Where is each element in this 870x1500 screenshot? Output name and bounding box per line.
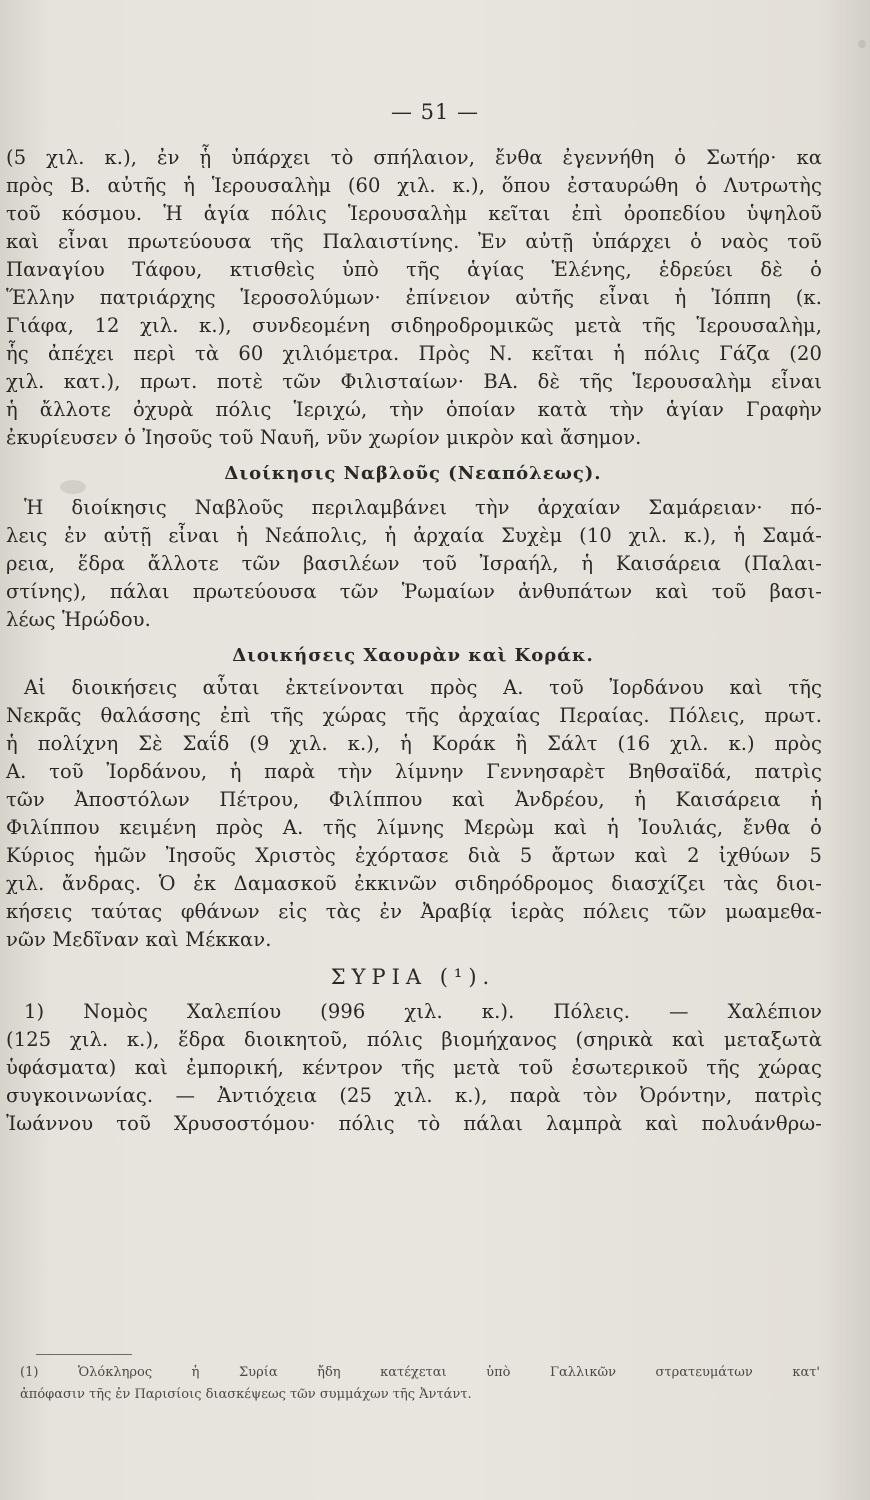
page-number: — 51 —	[390, 100, 480, 124]
heading-nablus: Διοίκησις Ναβλοῦς (Νεαπόλεως).	[224, 463, 602, 484]
text-line: κήσεις ταύτας φθάνων εἰς τὰς ἐν Ἀραβίᾳ ἱερὰς πόλεις τῶν μωαμεθα-	[6, 900, 822, 923]
text-line: Ἕλλην πατριάρχης Ἱεροσολύμων· ἐπίνειον αὐτῆς εἶναι ἡ Ἰόππη (κ.	[6, 286, 822, 309]
text-line: ρεια, ἕδρα ἄλλοτε τῶν βασιλέων τοῦ Ἰσραήλ, ἡ Καισάρεια (Παλαι-	[6, 552, 822, 575]
footnote-line: ἀπόφασιν τῆς ἐν Παρισίοις διασκέψεως τῶν συμμάχων τῆς Ἀντάντ.	[20, 1387, 472, 1402]
text-line: χιλ. ἄνδρας. Ὁ ἐκ Δαμασκοῦ ἐκκινῶν σιδηρόδρομος διασχίζει τὰς διοι-	[6, 872, 822, 895]
ink-smudge	[858, 40, 866, 48]
paragraph-jerusalem	[4, 144, 822, 452]
text-line: Ἡ διοίκησις Ναβλοῦς περιλαμβάνει τὴν ἀρχαίαν Σαμάρειαν· πό-	[24, 496, 822, 519]
text-line: Παναγίου Τάφου, κτισθεὶς ὑπὸ τῆς ἁγίας Ἑλένης, ἑδρεύει δὲ ὁ	[6, 258, 822, 281]
text-line: στίνης), πάλαι πρωτεύουσα τῶν Ῥωμαίων ἀνθυπάτων καὶ τοῦ βασι-	[6, 580, 822, 603]
text-line: πρὸς Β. αὐτῆς ἡ Ἱερουσαλὴμ (60 χιλ. κ.), ὅπου ἐσταυρώθη ὁ Λυτρωτὴς	[6, 174, 822, 197]
text-line: 1) Νομὸς Χαλεπίου (996 χιλ. κ.). Πόλεις. — Χαλέπιον	[24, 1000, 822, 1023]
paragraph-hauran	[4, 674, 822, 954]
text-line: Φιλίππου κειμένη πρὸς Α. τῆς λίμνης Μερὼμ καὶ ἡ Ἰουλιάς, ἔνθα ὁ	[6, 816, 822, 839]
text-line: τῶν Ἀποστόλων Πέτρου, Φιλίππου καὶ Ἀνδρέου, ἡ Καισάρεια ἡ	[6, 788, 822, 811]
text-line: τοῦ κόσμου. Ἡ ἁγία πόλις Ἱερουσαλὴμ κεῖται ἐπὶ ὀροπεδίου ὑψηλοῦ	[6, 202, 822, 225]
text-line: λέως Ἡρώδου.	[6, 608, 151, 631]
text-line: (5 χιλ. κ.), ἐν ᾗ ὑπάρχει τὸ σπήλαιον, ἔνθα ἐγεννήθη ὁ Σωτήρ· κα	[6, 146, 822, 169]
footnote-line: (1) Ὁλόκληρος ἡ Συρία ἤδη κατέχεται ὑπὸ Γαλλικῶν στρατευμάτων κατ'	[20, 1365, 820, 1380]
text-line: Ἰωάννου τοῦ Χρυσοστόμου· πόλις τὸ πάλαι λαμπρὰ καὶ πολυάνθρω-	[6, 1112, 822, 1135]
text-line: ἐκυρίευσεν ὁ Ἰησοῦς τοῦ Ναυῆ, νῦν χωρίον μικρὸν καὶ ἄσημον.	[6, 426, 642, 449]
text-line: ἧς ἀπέχει περὶ τὰ 60 χιλιόμετρα. Πρὸς Ν. κεῖται ἡ πόλις Γάζα (20	[6, 342, 822, 365]
page-body	[0, 144, 822, 1138]
heading-hauran: Διοικήσεις Χαουρὰν καὶ Κοράκ.	[232, 645, 594, 666]
text-line: χιλ. κατ.), πρωτ. ποτὲ τῶν Φιλισταίων· ΒΑ. δὲ τῆς Ἱερουσαλὴμ εἶναι	[6, 370, 822, 393]
text-line: Α. τοῦ Ἰορδάνου, ἡ παρὰ τὴν λίμνην Γεννησαρὲτ Βηθσαϊδά, πατρὶς	[6, 760, 822, 783]
paragraph-syria	[4, 998, 822, 1138]
text-line: ὑφάσματα) καὶ ἐμπορική, κέντρον τῆς μετὰ τοῦ ἐσωτερικοῦ τῆς χώρας	[6, 1056, 822, 1079]
text-line: ἡ ἄλλοτε ὀχυρὰ πόλις Ἱεριχώ, τὴν ὁποίαν κατὰ τὴν ἁγίαν Γραφὴν	[6, 398, 822, 421]
text-line: ἡ πολίχνη Σὲ Σαΐδ (9 χιλ. κ.), ἡ Κοράκ ἢ Σάλτ (16 χιλ. κ.) πρὸς	[6, 732, 822, 755]
text-line: λεις ἐν αὐτῇ εἶναι ἡ Νεάπολις, ἡ ἀρχαία Συχὲμ (10 χιλ. κ.), ἡ Σαμά-	[6, 524, 822, 547]
text-line: καὶ εἶναι πρωτεύουσα τῆς Παλαιστίνης. Ἐν αὐτῇ ὑπάρχει ὁ ναὸς τοῦ	[6, 230, 822, 253]
text-line: Αἱ διοικήσεις αὗται ἐκτείνονται πρὸς Α. τοῦ Ἰορδάνου καὶ τῆς	[24, 676, 822, 699]
text-line: νῶν Μεδῖναν καὶ Μέκκαν.	[6, 928, 272, 951]
text-line: συγκοινωνίας. — Ἀντιόχεια (25 χιλ. κ.), παρὰ τὸν Ὀρόντην, πατρὶς	[6, 1084, 822, 1107]
text-line: Νεκρᾶς θαλάσσης ἐπὶ τῆς χώρας τῆς ἀρχαίας Περαίας. Πόλεις, πρωτ.	[6, 704, 822, 727]
ink-smudge	[60, 480, 86, 494]
paragraph-nablus	[4, 494, 822, 634]
footnote-divider	[36, 1354, 132, 1355]
text-line: Κύριος ἡμῶν Ἰησοῦς Χριστὸς ἐχόρτασε διὰ 5 ἄρτων καὶ 2 ἰχθύων 5	[6, 844, 822, 867]
footnote	[20, 1362, 820, 1406]
text-line: Γιάφα, 12 χιλ. κ.), συνδεομένη σιδηροδρομικῶς μετὰ τῆς Ἱερουσαλὴμ,	[6, 314, 822, 337]
text-line: (125 χιλ. κ.), ἕδρα διοικητοῦ, πόλις βιομήχανος (σηρικὰ καὶ μεταξωτὰ	[6, 1028, 822, 1051]
section-title-syria: ΣΥΡΙΑ (¹).	[330, 965, 496, 989]
